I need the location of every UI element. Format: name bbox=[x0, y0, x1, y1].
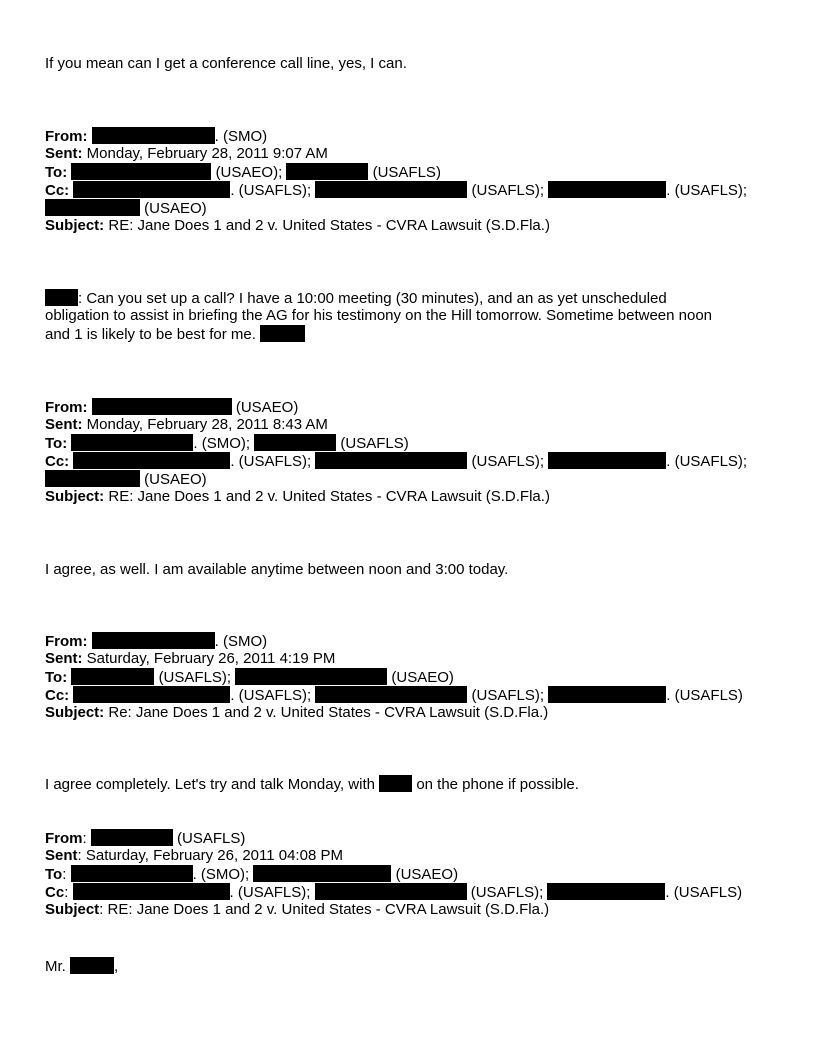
from-line bbox=[45, 398, 785, 416]
from-affiliation: . (SMO) bbox=[214, 633, 268, 650]
cc-recipient: . (USAFLS); bbox=[229, 884, 311, 901]
to-label: To: bbox=[45, 669, 68, 686]
redaction bbox=[73, 883, 230, 900]
redaction bbox=[286, 163, 368, 180]
email-header-4 bbox=[45, 829, 785, 919]
subject-text: RE: Jane Does 1 and 2 v. United States - CVRA Lawsuit (S.D.Fla.) bbox=[108, 488, 550, 505]
subject-line: Subject: RE: Jane Does 1 and 2 v. United States - CVRA Lawsuit (S.D.Fla.) bbox=[45, 901, 550, 918]
subject-text: Re: Jane Does 1 and 2 v. United States - CVRA Lawsuit (S.D.Fla.) bbox=[108, 704, 549, 721]
cc-line: Cc: . (USAFLS); (USAFLS); . (USAFLS) bbox=[45, 884, 743, 901]
redaction bbox=[71, 668, 154, 685]
cc-label: Cc: bbox=[45, 182, 70, 199]
to-line bbox=[45, 668, 785, 686]
from-affiliation: (USAEO) bbox=[235, 399, 299, 416]
cc-recipient: (USAEO) bbox=[144, 471, 207, 488]
subject-label: Subject: bbox=[45, 217, 105, 234]
message-body-2 bbox=[45, 561, 785, 579]
to-recipient: (USAFLS); bbox=[158, 669, 232, 686]
subject-line bbox=[45, 704, 785, 722]
to-recipient: (USAEO) bbox=[395, 866, 459, 883]
sent-label: Sent: bbox=[45, 416, 83, 433]
redaction bbox=[547, 883, 665, 900]
cc-label: Cc: bbox=[45, 687, 70, 704]
redaction bbox=[315, 181, 467, 198]
cc-recipient: (USAFLS); bbox=[470, 884, 544, 901]
redaction bbox=[253, 865, 391, 882]
sent-label: Sent: bbox=[45, 650, 83, 667]
sent-line: Sent: Saturday, February 26, 2011 04:08 PM bbox=[45, 847, 343, 864]
message-body-1 bbox=[45, 289, 785, 343]
from-label: From: bbox=[45, 399, 88, 416]
from-affiliation: . (SMO) bbox=[214, 128, 268, 145]
sent-label: Sent bbox=[45, 847, 78, 864]
to-line bbox=[45, 434, 785, 452]
cc-recipient: (USAFLS); bbox=[471, 687, 545, 704]
redaction bbox=[235, 668, 387, 685]
cc-recipient: . (USAFLS) bbox=[666, 687, 743, 704]
redaction bbox=[548, 181, 666, 198]
from-label: From: bbox=[45, 128, 88, 145]
redaction bbox=[315, 686, 467, 703]
cc-recipient: (USAFLS); bbox=[471, 453, 545, 470]
from-line bbox=[45, 632, 785, 650]
to-recipient: (USAEO); bbox=[215, 164, 283, 181]
sent-line bbox=[45, 650, 785, 668]
intro-paragraph bbox=[45, 55, 785, 73]
sent-date: Saturday, February 26, 2011 4:19 PM bbox=[86, 650, 336, 667]
subject-label: Subject: bbox=[45, 704, 105, 721]
from-line bbox=[45, 127, 785, 145]
cc-recipient: . (USAFLS); bbox=[666, 453, 748, 470]
to-label: To bbox=[45, 866, 63, 883]
cc-label: Cc bbox=[45, 884, 65, 901]
cc-recipient: (USAEO) bbox=[144, 200, 207, 217]
to-recipient: (USAFLS) bbox=[340, 435, 409, 452]
redaction bbox=[70, 957, 114, 974]
sent-date: Monday, February 28, 2011 8:43 AM bbox=[86, 416, 328, 433]
to-recipient: . (SMO); bbox=[192, 866, 250, 883]
redaction bbox=[73, 181, 230, 198]
to-recipient: (USAEO) bbox=[391, 669, 454, 686]
subject-line bbox=[45, 488, 785, 506]
subject-line bbox=[45, 217, 785, 235]
to-label: To: bbox=[45, 164, 68, 181]
from-label: From bbox=[45, 830, 83, 847]
redaction bbox=[71, 163, 211, 180]
from-line: From: (USAFLS) bbox=[45, 830, 246, 847]
body-text: on the phone if possible. bbox=[416, 776, 579, 793]
cc-line bbox=[45, 452, 785, 470]
redaction bbox=[548, 452, 666, 469]
subject-label: Subject bbox=[45, 901, 100, 918]
from-label: From: bbox=[45, 633, 88, 650]
sent-label: Sent: bbox=[45, 145, 83, 162]
subject-text: RE: Jane Does 1 and 2 v. United States - CVRA Lawsuit (S.D.Fla.) bbox=[108, 217, 550, 234]
sent-line bbox=[45, 145, 785, 163]
redaction bbox=[73, 452, 230, 469]
message-body-3 bbox=[45, 775, 785, 794]
cc-recipient: . (USAFLS) bbox=[665, 884, 743, 901]
body-text: I agree completely. Let's try and talk Monday, with bbox=[45, 776, 375, 793]
email-header-3 bbox=[45, 632, 785, 722]
email-header-1 bbox=[45, 127, 785, 235]
email-header-2 bbox=[45, 398, 785, 506]
body-text: and 1 is likely to be best for me. bbox=[45, 326, 256, 343]
intro-text: If you mean can I get a conference call line, yes, I can. bbox=[45, 55, 407, 72]
to-line: To: . (SMO); (USAEO) bbox=[45, 866, 459, 883]
redaction bbox=[71, 434, 193, 451]
salutation-prefix: Mr. bbox=[45, 958, 66, 975]
to-line bbox=[45, 163, 785, 181]
cc-line bbox=[45, 686, 785, 704]
cc-recipient: . (USAFLS); bbox=[230, 182, 312, 199]
to-recipient: (USAFLS) bbox=[372, 164, 441, 181]
redaction bbox=[92, 632, 215, 649]
redaction bbox=[71, 865, 193, 882]
redaction bbox=[73, 686, 230, 703]
body-text: I agree, as well. I am available anytime between noon and 3:00 today. bbox=[45, 561, 509, 578]
redaction bbox=[548, 686, 666, 703]
redaction bbox=[45, 470, 140, 487]
subject-text: RE: Jane Does 1 and 2 v. United States - CVRA Lawsuit (S.D.Fla.) bbox=[107, 901, 550, 918]
body-text: : Can you set up a call? I have a 10:00 meeting (30 minutes), and an as yet unscheduled bbox=[78, 290, 667, 307]
cc-recipient: . (USAFLS); bbox=[230, 687, 312, 704]
salutation-suffix: , bbox=[114, 958, 119, 975]
redaction bbox=[91, 829, 173, 846]
cc-line bbox=[45, 181, 785, 199]
redaction bbox=[315, 883, 467, 900]
from-affiliation: (USAFLS) bbox=[177, 830, 246, 847]
redaction bbox=[254, 434, 336, 451]
redaction bbox=[45, 199, 140, 216]
body-text: obligation to assist in briefing the AG for his testimony on the Hill tomorrow. Sometime between noon bbox=[45, 307, 713, 324]
to-label: To: bbox=[45, 435, 68, 452]
cc-continuation-line bbox=[45, 199, 785, 217]
redaction bbox=[45, 289, 78, 306]
salutation bbox=[45, 957, 785, 976]
cc-recipient: (USAFLS); bbox=[471, 182, 545, 199]
cc-label: Cc: bbox=[45, 453, 70, 470]
sent-date: Monday, February 28, 2011 9:07 AM bbox=[86, 145, 328, 162]
to-recipient: . (SMO); bbox=[193, 435, 251, 452]
redaction bbox=[260, 325, 305, 342]
cc-continuation-line bbox=[45, 470, 785, 488]
cc-recipient: . (USAFLS); bbox=[666, 182, 748, 199]
sent-date: Saturday, February 26, 2011 04:08 PM bbox=[85, 847, 343, 864]
cc-recipient: . (USAFLS); bbox=[230, 453, 312, 470]
subject-label: Subject: bbox=[45, 488, 105, 505]
redaction bbox=[379, 775, 412, 792]
redaction bbox=[92, 398, 232, 415]
redaction bbox=[92, 127, 215, 144]
redaction bbox=[315, 452, 467, 469]
sent-line bbox=[45, 416, 785, 434]
